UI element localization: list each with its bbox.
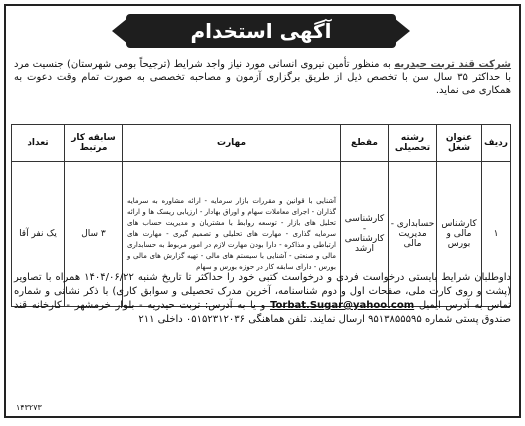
cell-skills: آشنایی با قوانین و مقررات بازار سرمایه - ارائه مشاوره به سرمایه گذاران - اجرای معاملات سهام و اوراق بهادار - ارزیابی ریسک ها و ارائه تحلیل های بازار - توسعه روابط با مشتریان و مدیریت حساب های سرمایه گذاری - مهارت های تحلیلی و تصمیم گیری - مهارت های ارتباطی و مذاکره - دارا بودن مهارت لازم در امور مربوط به حسابداری مالی و صنعتی - آشنایی با سیستم های مالی - تهیه گزارش های مالی و بورس - دارای سابقه کار در حوزه بورس و سهام — [123, 162, 341, 307]
cell-job-title: کارشناس مالی و بورس — [437, 162, 482, 307]
cell-field: حسابداری - مدیریت مالی — [389, 162, 437, 307]
contact-email-link[interactable]: Torbat.Sugar@yahoo.com — [270, 300, 415, 311]
footer-paragraph — [14, 271, 511, 327]
cell-experience: ۳ سال — [65, 162, 123, 307]
cell-index: ۱ — [482, 162, 511, 307]
cell-count: یک نفر آقا — [12, 162, 65, 307]
cell-degree: کارشناسی - کارشناسی ارشد — [341, 162, 389, 307]
footer-text-2: و یا به آدرس: تربت حیدریه - بلوار خرمشهر - کارخانه قند صندوق پستی شماره ۹۵۱۳۸۵۵۵۹۵ ارسال نمایند. تلفن هماهنگی ۰۵۱۵۲۳۱۲۰۳۶ داخلی ۲۱۱ — [14, 300, 511, 325]
intro-paragraph — [14, 58, 511, 97]
intro-text: به منظور تأمین نیروی انسانی مورد نیاز واجد شرایط (ترجیحاً بومی شهرستان) جنسیت مرد با حداکثر ۳۵ سال سن با تخصص ذیل از طریق برگزاری آزمون و مصاحبه تخصصی به صورت تمام وقت دعوت به همکاری می نماید. — [14, 59, 511, 96]
job-ad — [4, 4, 521, 418]
company-name: شرکت قند تربت حیدریه — [394, 59, 512, 70]
header-field: رشته تحصیلی — [389, 125, 437, 162]
header-index: ردیف — [482, 125, 511, 162]
header-count: تعداد — [12, 125, 65, 162]
header-skills: مهارت — [123, 125, 341, 162]
table-header-row — [12, 125, 511, 162]
ad-title: آگهی استخدام — [126, 14, 396, 48]
header-experience: سابقه کار مرتبط — [65, 125, 123, 162]
header-job-title: عنوان شغل — [437, 125, 482, 162]
header-degree: مقطع — [341, 125, 389, 162]
ad-code: ۱۴۳۲۷۳ — [16, 403, 42, 412]
footer-text-1: داوطلبان شرایط بایستی درخواست فردی و درخواست کتبی خود را حداکثر تا تاریخ شنبه ۱۴۰۴/۰۶/۲۲ همراه با تصاویر (پشت و روی کارت ملی، صفحات اول و دوم شناسنامه، آخرین مدرک تحصیلی و سوابق کاری) با ذکر نشانی و شماره تماس به آدرس ایمیل — [14, 272, 512, 311]
